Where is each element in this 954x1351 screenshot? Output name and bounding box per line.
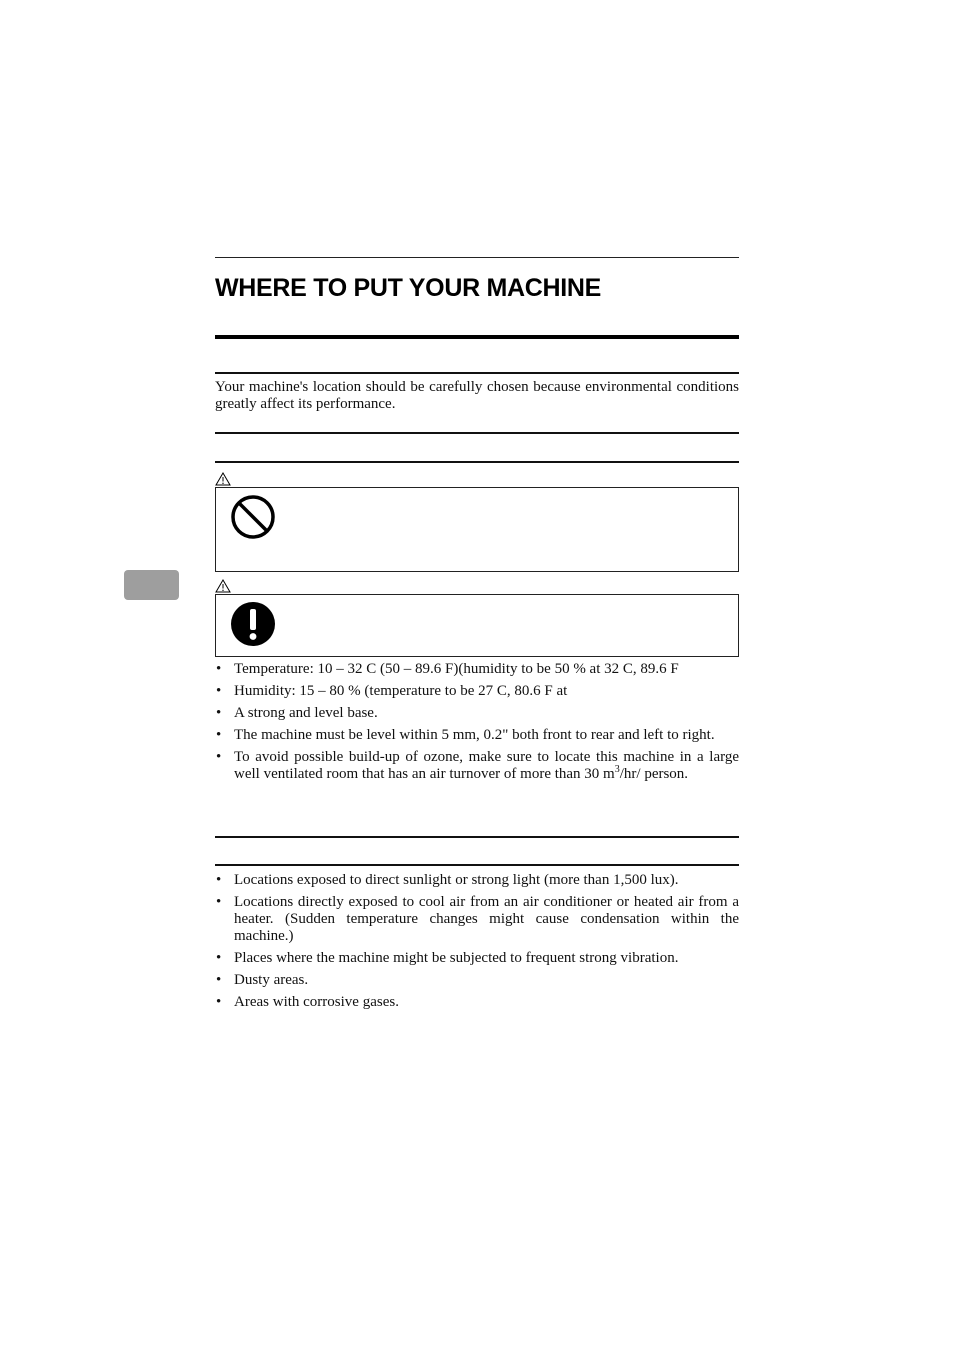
list-item: • Temperature: 10 – 32 C (50 – 89.6 F)(humidity to be 50 % at 32 C, 89.6 F [215,661,739,678]
list-item: • A strong and level base. [215,705,739,722]
ozone-text: To avoid possible build-up of ozone, make sure to locate this machine in a large well ventilated room that has an air turnover of more than 30 m [234,749,739,782]
list-item: • Dusty areas. [215,972,739,989]
page-title: WHERE TO PUT YOUR MACHINE [215,274,602,302]
warning-box-mandatory [215,594,739,657]
list-item: • Locations exposed to direct sunlight or strong light (more than 1,500 lux). [215,872,739,889]
intro-paragraph: Your machine's location should be carefully chosen because environmental conditions greatly affect its performance. [215,379,739,412]
list-item: • Areas with corrosive gases. [215,994,739,1011]
prohibition-icon [230,494,276,540]
ozone-text-after: /hr/ person. [619,766,689,782]
list-item: • The machine must be level within 5 mm, 0.2" both front to rear and left to right. [215,727,739,744]
list-item: • Humidity: 15 – 80 % (temperature to be 27 C, 80.6 F at [215,683,739,700]
ozone-superscript: 3 [614,764,620,775]
list-item: • Locations directly exposed to cool air from an air conditioner or heated air from a heater. (Sudden temperature changes might cause condensation within the machine.) [215,894,739,945]
chapter-tab [124,570,179,600]
warning-triangle-icon [215,579,231,593]
conditions-list [215,661,739,788]
subsection-divider-top [215,432,739,434]
section-divider [215,372,739,374]
avoid-divider-bottom [215,864,739,866]
list-item: • Places where the machine might be subjected to frequent strong vibration. [215,950,739,967]
top-divider [215,257,739,258]
exclamation-icon [230,601,276,647]
warning-triangle-icon [215,472,231,486]
title-divider [215,335,739,339]
avoid-divider-top [215,836,739,838]
warning-box-prohibition [215,487,739,572]
list-item-ozone [215,749,739,783]
avoid-list [215,872,739,1016]
subsection-divider-bottom [215,461,739,463]
